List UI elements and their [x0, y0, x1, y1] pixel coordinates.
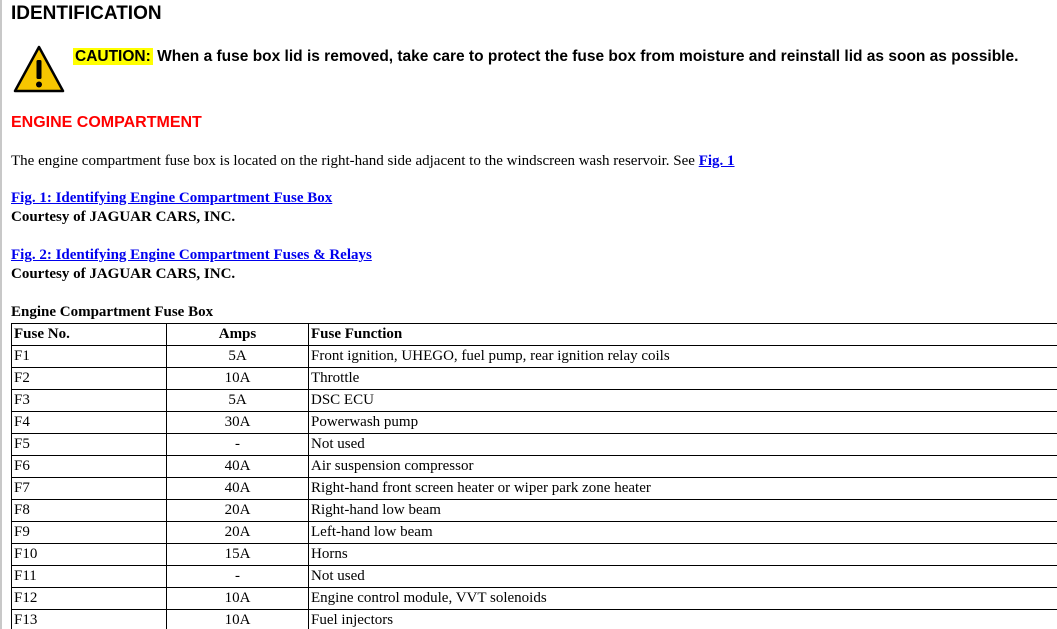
section-title: ENGINE COMPARTMENT	[11, 114, 202, 131]
fuse-function-cell: Horns	[309, 544, 1057, 566]
fuse-number-cell: F13	[12, 610, 167, 629]
figure-2-block	[11, 246, 372, 284]
warning-triangle-icon	[13, 45, 65, 93]
table-row	[12, 500, 1057, 522]
table-row	[12, 610, 1057, 629]
fuse-number-cell: F4	[12, 412, 167, 434]
fuse-number-cell: F12	[12, 588, 167, 610]
table-row	[12, 456, 1057, 478]
header-fuse-function: Fuse Function	[309, 324, 1057, 346]
fuse-function-cell: Not used	[309, 434, 1057, 456]
table-row	[12, 566, 1057, 588]
amps-cell: 40A	[167, 456, 309, 478]
fuse-number-cell: F8	[12, 500, 167, 522]
table-row	[12, 522, 1057, 544]
fuse-number-cell: F1	[12, 346, 167, 368]
fuse-function-cell: Right-hand front screen heater or wiper park zone heater	[309, 478, 1057, 500]
fuse-number-cell: F3	[12, 390, 167, 412]
header-fuse-no: Fuse No.	[12, 324, 167, 346]
table-header-row	[12, 324, 1057, 346]
amps-cell: 5A	[167, 346, 309, 368]
fuse-number-cell: F11	[12, 566, 167, 588]
fuse-number-cell: F9	[12, 522, 167, 544]
left-border	[0, 0, 2, 629]
fuse-function-cell: DSC ECU	[309, 390, 1057, 412]
table-row	[12, 346, 1057, 368]
figure-1-courtesy: Courtesy of JAGUAR CARS, INC.	[11, 209, 236, 225]
table-body	[12, 346, 1057, 629]
table-row	[12, 544, 1057, 566]
figure-2-courtesy: Courtesy of JAGUAR CARS, INC.	[11, 266, 236, 282]
fuse-table	[11, 323, 1057, 629]
fuse-function-cell: Powerwash pump	[309, 412, 1057, 434]
amps-cell: 40A	[167, 478, 309, 500]
figure-2-link[interactable]: Fig. 2: Identifying Engine Compartment Fuses & Relays	[11, 247, 372, 263]
table-row	[12, 434, 1057, 456]
fuse-function-cell: Left-hand low beam	[309, 522, 1057, 544]
header-amps: Amps	[167, 324, 309, 346]
fuse-function-cell: Right-hand low beam	[309, 500, 1057, 522]
amps-cell: 10A	[167, 588, 309, 610]
caution-message	[73, 47, 1018, 67]
amps-cell: 10A	[167, 610, 309, 629]
fuse-function-cell: Engine control module, VVT solenoids	[309, 588, 1057, 610]
table-caption: Engine Compartment Fuse Box	[11, 304, 214, 320]
fuse-number-cell: F10	[12, 544, 167, 566]
fuse-function-cell: Not used	[309, 566, 1057, 588]
fig1-inline-link[interactable]: Fig. 1	[698, 153, 735, 169]
table-row	[12, 368, 1057, 390]
table-row	[12, 412, 1057, 434]
amps-cell: -	[167, 434, 309, 456]
fuse-number-cell: F7	[12, 478, 167, 500]
amps-cell: -	[167, 566, 309, 588]
amps-cell: 30A	[167, 412, 309, 434]
amps-cell: 10A	[167, 368, 309, 390]
intro-text: The engine compartment fuse box is located on the right-hand side adjacent to the windscreen wash reservoir. See	[11, 153, 699, 169]
caution-label: CAUTION:	[75, 48, 151, 65]
fuse-number-cell: F6	[12, 456, 167, 478]
intro-paragraph	[11, 151, 735, 171]
fuse-number-cell: F5	[12, 434, 167, 456]
figure-1-block	[11, 189, 332, 227]
fuse-function-cell: Air suspension compressor	[309, 456, 1057, 478]
amps-cell: 5A	[167, 390, 309, 412]
amps-cell: 20A	[167, 522, 309, 544]
fuse-function-cell: Fuel injectors	[309, 610, 1057, 629]
fuse-function-cell: Throttle	[309, 368, 1057, 390]
table-row	[12, 478, 1057, 500]
fuse-number-cell: F2	[12, 368, 167, 390]
table-row	[12, 588, 1057, 610]
fuse-function-cell: Front ignition, UHEGO, fuel pump, rear ignition relay coils	[309, 346, 1057, 368]
figure-1-link[interactable]: Fig. 1: Identifying Engine Compartment Fuse Box	[11, 190, 333, 206]
amps-cell: 20A	[167, 500, 309, 522]
table-row	[12, 390, 1057, 412]
amps-cell: 15A	[167, 544, 309, 566]
caution-text: When a fuse box lid is removed, take care to protect the fuse box from moisture and reinstall lid as soon as possible.	[157, 48, 1019, 65]
page-title: IDENTIFICATION	[11, 3, 162, 24]
